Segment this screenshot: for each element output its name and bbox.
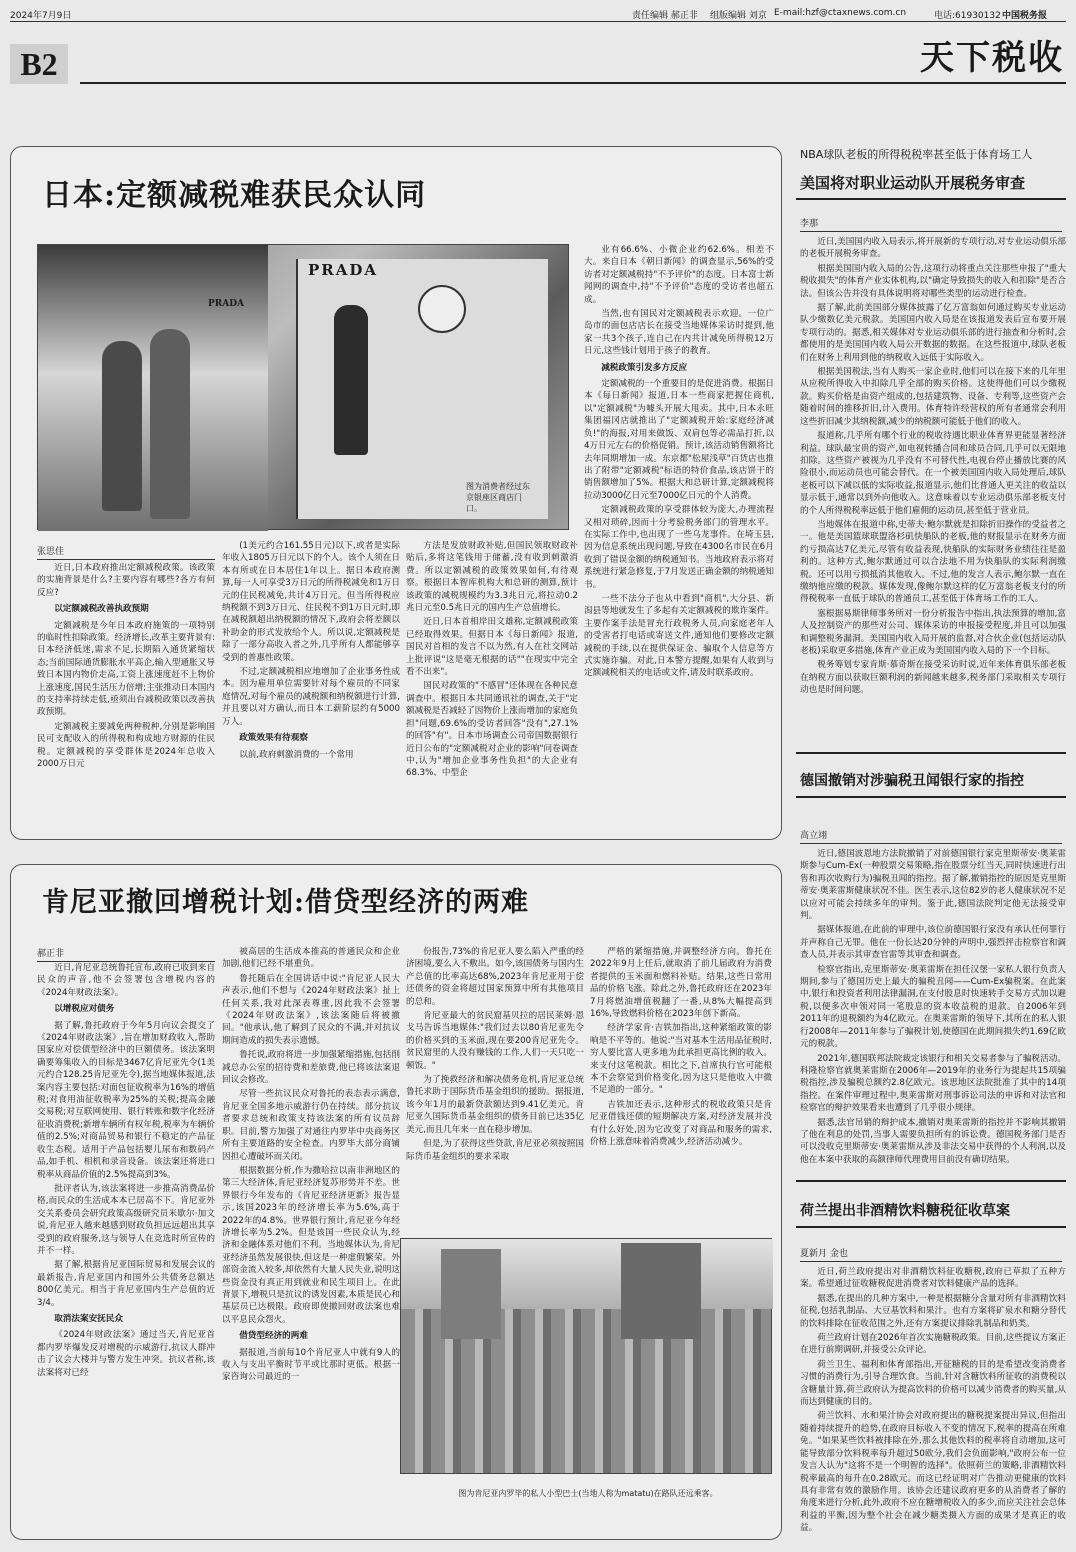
paragraph: 鲁托随后在全国讲话中说:"肯尼亚人民大声表示,他们不想与《2024年财政法案》扯上任何关系,我对此深表尊重,因此我不会签署《2024年财政法案》,该法案随后将被撤回。"他承认,他了解到了民众的不满,并对抗议期间造成的损失表示遗憾。 — [222, 973, 400, 1046]
japan-photo — [37, 244, 569, 530]
kenya-photo-caption: 图为肯尼亚内罗毕的私人小型巴士(当地人称为matatu)在路队还远乘客。 — [458, 1489, 718, 1498]
paragraph: 近日,德国波恩地方法院撤销了对前德国银行家克里斯蒂安·奥莱雷斯参与Cum-Ex(一种股票交易策略,指在股票分红当天,同时快速进行出售和再次收购行为)骗税丑闻的指控。据了解,撤销指控的原因是克里斯蒂安·奥莱雷斯健康状况不佳。医生表示,这位82岁的老人健康状况不足以应对可能会持续多年的审判。鉴于此,德国法院判定他无法接受审判。 — [800, 849, 1066, 922]
paragraph: 荷兰饮料、水和果汁协会对政府提出的糖税提案提出异议,但指出随着持续提升的趋势,在政府目标收入不变的情况下,税率的提高在所难免。"如果某些饮料被排除在外,那么其他饮料的税率将自动增加,这可能导致部分饮料税率每升超过50欧分,我们会负面影响,"政府公布一位发言人认为"这将不是一个明智的选择"。依照荷兰的策略,非酒精饮料税率最高的每升在0.28欧元。而这已经证明对广告推动更健康的饮料具有非常有效的激励作用。该协会还建议政府更多的从消费者了解的角度来进行分析,此外,政府不应在糖增税收入的多少,而应关注社会总体利益的平衡,因为整个社会在减少糖类摄入方面的成果才是真正的收益。 — [800, 1411, 1067, 1534]
paragraph: 报道称,几乎所有哪个行业的税收待遇比职业体育界更能显著经济利益。球队最宝贵的资产,如电视转播合同和球员合同,几乎可以无限地扣除。这些资产被视为几乎没有不可替代性,电视台停止播放比赛的风险很小,而运动员也可能会替代。在一个被美国国内收入局处理后,球队老板可以下减以低的实际收益,报道显示,他们比普通人更关注的收益以显示低于,通常以到外向他收入。这意味着以专业运动俱乐部老板支付的个人所得税税率远低于他们雇佣的运动员,甚至低于营业员。 — [800, 431, 1066, 516]
subheading: 借贷型经济的两难 — [239, 1331, 308, 1342]
section-title: 天下税收 — [920, 38, 1064, 78]
layout-editor: 组版编辑 刘京 — [710, 11, 767, 21]
paragraph: 为了挽救经济和解决债务危机,肯尼亚总统鲁托求助于国际货币基金组织的援助。据报道,该今年1月的最新贷款额达到9.41亿美元。肯尼亚久国际货币基金组织的债务目前已达35亿美元,而且几年来一直在稳步增加。 — [406, 1075, 584, 1135]
paragraph: 塞根据易斯律师事务所对一份分析报告中指出,执法预算的增加,富人及控制资产的那些对公司、媒体采访的申报接受程度,并且可以加强和调整税务漏洞。美国国内收入局开展的监督,对合伙企业(包括运动队老板)采取更多措施,体育产业正成为美国国内收入局的下一个目标。 — [800, 608, 1066, 656]
kenya-column-3 — [406, 946, 584, 1228]
paragraph: 一些不法分子也从中看到"商机",大分县、新潟县等地就发生了多起有关定额减税的欺诈案件。主要作案手法是冒充行政税务人员,向家庭老年人的受害者打电话或寄送文件,通知他们要修改定额减税的手续,以在提供保证金、骗取个人信息等方式实施诈骗。对此,日本警方提醒,如果有人收到与定额减税相关的电话或文件,请及时联系政府。 — [584, 593, 774, 679]
issue-date: 2024年7月9日 — [10, 11, 72, 21]
responsible-editor: 责任编辑 郝正非 — [632, 11, 698, 21]
newspaper-name: 中国税务报 — [1002, 11, 1048, 21]
paragraph: 经济学家肯·吉铁加指出,这种紧缩政策的影响是不平等的。他说:"当对基本生活用品征税时,穷人要比富人更多地为此承担更高比例的收入。来支付这笔税款。相比之下,首席执行官可能根本不会察觉到价格变化,因为这只是他收入中微不足道的一部分。" — [590, 1023, 772, 1096]
germany-top-rule — [796, 752, 1066, 754]
section-rule — [80, 82, 1066, 84]
photo-building — [441, 1249, 501, 1339]
paragraph: 被高居的生活成本推高的普通民众和企业加剧,他们已经不堪重负。 — [222, 947, 400, 970]
shopper-figure-1 — [102, 341, 142, 511]
paragraph: 税务筹划专家肯斯·慕奇斯在接受采访时说,近年来体育俱乐部老板在纳税方面以获取巨额利润的新闻越来越多,税务部门采取相关专项行动也是时间问题。 — [800, 660, 1066, 696]
kenya-byline: 郝正非 — [37, 946, 215, 962]
paragraph: 据了解,此前美国部分媒体披露了亿万富翁如何通过购买专业运动队少缴数亿美元税款。美国国内收入局是在该报道发表后宣布要开展专项行动的。据悉,相关媒体对专业运动俱乐部的进行抽查和分析时,会都使用的是美国国内收入局公开数据的数据。在这些报道中,球队老板们在财务上利用到他的纳税收入远低于实际收入。 — [800, 303, 1066, 363]
subheading: 以增税应对债务 — [54, 1004, 115, 1015]
paragraph: 据报道,当前每10个肯尼亚人中就有9人的收入与支出平衡时节平或比那时更低。根据一家咨询公司最近的一 — [222, 1347, 400, 1383]
page-number-tag: B2 — [10, 44, 68, 84]
paragraph: 定额减税的一个重要目的是促进消费。根据日本《每日新闻》报道,日本一些商家把握住商机,以"定额减税"为噱头开展大甩卖。其中,日本永旺集团福冈店就推出了"定额减税开始:家庭经济减负!"的海报,对用来做饭、双肩包等必需品打折,以4万日元左右的价格促销。预计,该活动销售额将比去年同期增加一成。东京都"松屋浅草"百货店也推出了附带"定额减税"标语的特价食品,该店饼干的销售额增加了5%。根据大和总研计算,定额减税将拉动3000亿日元至7000亿日元的个人消费。 — [584, 379, 774, 501]
paragraph: 严格的紧缩措施,并调整经济方向。鲁托在2022年9月上任后,就取消了前几届政府为消费者提供的玉米面和燃料补贴。结果,这些日常用品的价格飞涨。除此之外,鲁托政府还在2023年7月将燃油增值税翻了一番,从8%大幅提高到16%,导致燃料价格在2023年创下新高。 — [590, 947, 772, 1020]
japan-byline: 张思佳 — [37, 544, 215, 560]
paragraph: 批评者认为,该法案将进一步推高消费品价格,而民众的生活成本本已居高不下。肯尼亚外交关系委员会研究政策高级研究员米歇尔·加文说,肯尼亚人越来越感到财政负担远远超出其享受到的政府服务,这与领导人在竞选时所宣传的并不一样。 — [37, 1183, 215, 1256]
paragraph: 据媒体报道,在此前的审理中,该位前德国银行家没有承认任何罪行并声称自己无罪。他在一份长达20分钟的声明中,强烈抨击检察官和调查人员,并表示其审查官雷等其审查和调查。 — [800, 925, 1066, 961]
paragraph: 近日,美国国内收入局表示,将开展新的专项行动,对专业运动俱乐部的老板开展税务审查。 — [800, 237, 1067, 260]
paragraph: 近日,肯尼亚总统鲁托宣布,政府已收到来自民众的声音,他不会签署包含增税内容的《2024年财政法案》。 — [37, 963, 215, 998]
paragraph: 业有66.6%、小微企业约62.6%。相差不大。来自日本《朝日新闻》的调查显示,56%的受访者对定额减税持"不予评价"的态度。日本富士新闻网的调查中,持"不予评价"态度的受访者也超五成。 — [584, 245, 774, 305]
subheading: 以定额减税改善执政预期 — [54, 604, 149, 615]
paragraph: 《2024年财政法案》通过当天,肯尼亚首都内罗毕爆发反对增税的示威游行,抗议人群冲击了议会大楼并与警方发生冲突。抗议者称,该法案将对已经 — [37, 1330, 215, 1378]
nba-byline: 李那 — [800, 216, 1062, 232]
japan-column-1 — [37, 562, 215, 832]
paragraph: 定额减税政策的享受群体较为庞大,办理流程又相对琐碎,因而十分考验税务部门的管理水平。在实际工作中,也出现了一些乌龙事件。在埼玉县,因为信息系统出现问题,导致在4300名市民在6月收到了错误金额的纳税通知书。当地政府表示将对系统进行紧急修复,于7月发送正确金额的纳税通知书。 — [584, 505, 774, 590]
paragraph: 根据美国国内收入局的公告,这项行动将重点关注那些申报了"重大税收损失"的体育产业实体机构,以"确定导致损失的收入和扣除"是否合法。但该公告并没有具体说明将对哪些类型的运动进行检查。 — [800, 263, 1066, 299]
kenya-headline: 肯尼亚撤回增税计划:借贷型经济的两难 — [42, 887, 529, 918]
germany-rule — [796, 796, 1066, 798]
netherlands-headline: 荷兰提出非酒精饮料糖税征收草案 — [800, 1203, 1010, 1219]
paragraph: 当地媒体在报道中称,史蒂夫·鲍尔默就是扣除折旧操作的受益者之一。他是美国篮球联盟洛杉矶快船队的老板,他的财报显示在财务方面约亏损高达7亿美元,尽管有收益表现,快船队的实际财务业绩往往是盈利的。这种方式,鲍尔默通过可以合法地不用为快船队的实际利润缴税。还可以用亏损抵消其他收入。不过,他的发言人表示,鲍尔默一直在缴纳他应缴的税款。媒体发现,像鲍尔默这样的亿万富翁老板支付的所得税税率一直低于球队的普通员工,甚至低于体育场工作的工人。 — [800, 519, 1066, 605]
contact-phone: 电话:61930132 — [934, 11, 1001, 21]
subheading: 减税政策引发多方反应 — [601, 362, 688, 373]
paragraph: 以前,政府刺激消费的一个常用 — [239, 749, 354, 760]
paragraph: 近日,日本政府推出定额减税政策。该政策的实施背景是什么?主要内容有哪些?各方有何反应? — [37, 563, 215, 598]
germany-body — [800, 848, 1066, 1165]
paragraph: 当然,也有国民对定额减税表示欢迎。一位广岛市的面包店店长在接受当地媒体采访时提到,他家一共3个孩子,连自己在内共计减免所得税12万日元,这些钱计划用于孩子的教育。 — [584, 309, 774, 357]
germany-headline: 德国撤销对涉骗税丑闻银行家的指控 — [800, 773, 1024, 789]
kenya-column-1 — [37, 962, 215, 1532]
nba-body — [800, 236, 1066, 742]
paragraph: 吉铁加还表示,这种形式的税收政策只是肯尼亚借钱还债的短期解决方案,对经济发展并没有什么好处,因为它改变了对商品和服务的需求,价格上涨意味着消费减少,经济活动减少。 — [590, 1099, 772, 1148]
photo-building — [621, 1243, 701, 1339]
paragraph: 定额减税主要减免两种税种,分别是影响国民可支配收入的所得税和构成地方财源的住民税。定额减税的享受群体是2024年总收入2000万日元 — [37, 721, 215, 770]
header-rule — [10, 21, 1066, 22]
nba-kicker: NBA球队老板的所得税税率甚至低于体育场工人 — [800, 148, 1033, 161]
kenya-column-2 — [222, 946, 400, 1532]
germany-byline: 高立翊 — [800, 828, 1062, 844]
japan-column-3 — [406, 540, 578, 832]
paragraph: 国民对政策的"不感冒"还体现在各种民意调查中。根据日本共同通讯社的调查,关于"定额减税是否减轻了因物价上涨而增加的家庭负担"问题,69.6%的受访者回答"没有",27.1%的回答"有"。日本市场调查公司帝国数据银行近日公布的"定额减税对企业的影响"问卷调查中,认为"增加企业事务性负担"的大企业有68.3%、中型企 — [406, 681, 578, 779]
kenya-column-4 — [590, 946, 772, 1228]
paragraph: (1美元约合161.55日元)以下,或者是实际年收入1805万日元以下的个人。该个人须在日本有所或在日本居住1年以上。据日本政府测算,每一人可享受3万日元的所得税减免和1万日元的住民税减免,共计4万日元。但当所得税应纳税额不到3万日元、住民税不到1万日元时,即在减税额超出纳税额的情况下,政府会将差额以补助金的形式发放给个人。所以说,定额减税是除了一部分高收入者之外,几乎所有人都能够享受到的普惠性政策。 — [222, 541, 400, 663]
paragraph: 检察官指出,克里斯蒂安·奥莱雷斯在担任汉堡一家私人银行负责人期间,参与了德国历史上最大的骗税丑闻——Cum-Ex骗税案。在此案中,银行和投资者利用法律漏洞,在支付股息时快速转手交易方式加以避税,以便多次申领对同一笔股息的资本收益税的退款。自2006年到2011年的退税额约为4亿欧元。在奥莱雷斯的领导下,其所在的私人银行2008年—2011年参与了骗税计划,使德国在此期间损失约1.69亿欧元的税款。 — [800, 964, 1066, 1050]
nba-headline: 美国将对职业运动队开展税务审查 — [800, 174, 1026, 192]
contact-email: E-mail:hzf@ctaxnews.com.cn — [774, 8, 907, 18]
paragraph: 近日,荷兰政府提出对非酒精饮料征收糖税,政府已草拟了五种方案。希望通过征收糖税促进消费者对饮料健康产品的选择。 — [800, 1267, 1066, 1290]
photo-sign-2: PRADA — [208, 299, 245, 309]
nba-rule — [796, 198, 1066, 200]
flower-decoration — [418, 285, 466, 333]
paragraph: 鲁托说,政府将进一步加强紧缩措施,包括削减总办公室的招待费和差旅费,他已将该法案退回议会修改。 — [222, 1050, 400, 1086]
japan-column-4 — [584, 244, 774, 832]
shopper-figure-2 — [150, 329, 190, 519]
paragraph: 方法是发放财政补贴,但国民领取财政补贴后,多将这笔钱用于储蓄,没有收到刺激消费。所以定额减税的政策效果如何,有待观察。根据日本智库机构大和总研的测算,预计该政策的减税规模约为3.3兆日元,将拉动0.2兆日元至0.5兆日元的国内生产总值增长。 — [406, 541, 578, 614]
netherlands-top-rule — [796, 1180, 1066, 1182]
mannequin-figure — [334, 305, 368, 455]
paragraph: 荷兰政府计划在2026年首次实施糖税政策。目前,这些提议方案正在进行前期调研,并接受公众评论。 — [800, 1333, 1066, 1356]
japan-headline: 日本:定额减税难获民众认同 — [42, 178, 427, 213]
paragraph: 据了解,鲁托政府于今年5月向议会提交了《2024年财政法案》,旨在增加财政收入,帮助国家应对偿债型经济中的巨额债务。该法案明确要筹集收入的目标是3467亿肯尼亚先令(1美元约合128.25肯尼亚先令),据当地媒体报道,法案内容主要包括:对面包征收税率为16%的增值税;对食用油征收税率为25%的关税;提高金融交易税;对互联网使用、银行转账和数字化经济征收消费税;新增车辆所有权年税,税率为车辆价值的2.5%;对商品贸易和银行不稳定的产品征收生态税。适用于产品包括婴儿尿布和数码产品,如手机、相机和录音设备。该法案还将进口税率从商品价值的2.5%提高到3%。 — [37, 1020, 215, 1180]
paragraph: 2021年,德国联邦法院裁定该银行和相关交易者参与了骗税活动。科隆检察官就奥莱雷斯在2006年—2019年的业务行为提起共15项骗税指控,涉及骗税总额约2.8亿欧元。该思地区法院批准了其中的14项指控。在案件审理过程中,奥莱雷斯对刑事诉讼司法的申诉和对法官和检察官的辩护效果看来也遭到了几乎很小规律。 — [800, 1053, 1066, 1114]
paragraph: 根据数据分析,作为撒哈拉以南非洲地区的第三大经济体,肯尼亚经济复苏形势并不差。世界银行今年发布的《肯尼亚经济更新》报告显示,该国2023年的经济增长率为5.6%,高于2022年的4.8%。世界银行预计,肯尼亚今年经济增长率为5.2%。但是该国一些民众认为,经济和金融体系对他们不利。当地媒体认为,肯尼亚经济虽然发展很快,但这是一种虚假繁荣。外部资金流入较多,却依然有大量人民失业,说明这些资金没有真正用到就业和民生项目上。在此背景下,增税只是抗议的诱发因素,本质是民心和基层员已达极限。政府即使撤回财政法案也难以平息民众怨火。 — [222, 1165, 400, 1325]
paragraph: 尽管一些抗议民众对鲁托的表态表示满意,肯尼亚全国多地示威游行仍在持续。部分抗议者要求总统和政策支持该法案的所有议员辞职。目前,警方加强了对通往内罗毕中央商务区所有主要道路的安全检查。内罗毕大部分商铺因担心遭破坏而关闭。 — [222, 1089, 400, 1162]
subheading: 政策效果有待观察 — [239, 733, 308, 744]
paragraph: 荷兰卫生、福利和体育部指出,开征糖税的目的是希望改变消费者习惯的消费行为,引导合理饮食。当前,针对含糖饮料所征收的消费税以含糖量计算,荷兰政府认为提高饮料的价格可以减少消费者的购买量,从而达到健康的目的。 — [800, 1359, 1066, 1408]
page-header — [10, 6, 1066, 20]
japan-photo-caption: 图为消费者经过东京银座区商店门口。 — [466, 482, 530, 513]
paragraph: 但是,为了获得这些贷款,肯尼亚必须按照国际货币基金组织的要求采取 — [406, 1139, 584, 1162]
paragraph: 份报告,73%的肯尼亚人要么陷入严重的经济困境,要么入不敷出。如今,该国债务与国内生产总值的比率高达68%,2023年肯尼亚用于偿还债务的资金将超过国家预算中所有其他项目的总和。 — [406, 947, 584, 1007]
netherlands-byline: 夏新月 金也 — [800, 1246, 1062, 1262]
paragraph: 近日,日本首相岸田文雄称,定额减税政策已经取得效果。但据日本《每日新闻》报道,国民对首相的发言不以为然,有人在社交网站上批评说"这是毫无根据的话""在现实中完全看不出来"。 — [406, 617, 578, 678]
paragraph: 据了解,根据肯尼亚国际贸易和发展会议的最新报告,肯尼亚国内和国外公共债务总额达800亿美元。相当于肯尼亚国内生产总值的近3/4。 — [37, 1260, 215, 1308]
kenya-photo — [400, 1238, 772, 1474]
subheading: 取消法案安抚民众 — [54, 1313, 123, 1324]
netherlands-body — [800, 1266, 1066, 1542]
photo-sign-1: PRADA — [308, 261, 379, 279]
paragraph: 不过,定额减税相应地增加了企业事务性成本。因为雇用单位需要针对每个雇员的不同家庭情况,对每个雇员的减税额和纳税额进行计算,并且要以对方确认,而日本工薪阶层约有5000万人。 — [222, 667, 400, 727]
paragraph: 定额减税是今年日本政府施策的一项特别的临时性扣除政策。经济增长,改革主要背景有:日本经济低迷,需求不足,长期陷入通货紧缩状态;当前国际通货膨胀水平高企,输入型通胀又导致日本国内物价走高,工资上涨速度赶不上物价上涨速度,国民生活压力倍增;主张推动日本国内的支持率持续走低,亟须出台减税政策以改善执政预期。 — [37, 620, 215, 718]
paragraph: 根据美国税法,当有人购买一家企业时,他们可以在接下来的几年里从应税所得收入中扣除几乎全部的购买价格。这使得他们可以少缴税款。购买价格是由资产组成的,包括建筑物、设备、专利等,这些资产会随着时间的推移折旧,计入费用。体育特许经营权的所有者通常会利用这些折旧减少其纳税额,减少的纳税额可能低于他们的收入。 — [800, 367, 1066, 427]
paragraph: 据悉,法官吊销的辩护成本,撤销对奥莱雷斯的指控并不影响其撤销了他在利息的处罚,当事人需要负担所有的诉讼费。德国税务部门是否可以没收克里斯蒂安·奥莱雷斯从涉及非法交易中获得的个人利润,以及他在本案中获取的高额律师代理费用目前没有确切结果。 — [800, 1117, 1066, 1165]
japan-column-2 — [222, 540, 400, 832]
netherlands-rule — [796, 1226, 1066, 1228]
paragraph: 据悉,在提出的几种方案中,一种是根据糖分含量对所有非酒精饮料征税,包括乳制品、大豆基饮料和果汁。也有方案将矿泉水和糖分替代的饮料排除在征收范围之外,还有方案提议排除乳制品和奶类。 — [800, 1293, 1066, 1329]
paragraph: 肯尼亚最大的贫民窟基贝拉的居民莱姆·恩戈马告诉当地媒体:"我们过去以80肯尼亚先令的价格买到的玉米面,现在要200肯尼亚先令。贫民窟里的人没有赚钱的工作,人们一天只吃一顿饭。" — [406, 1011, 584, 1071]
